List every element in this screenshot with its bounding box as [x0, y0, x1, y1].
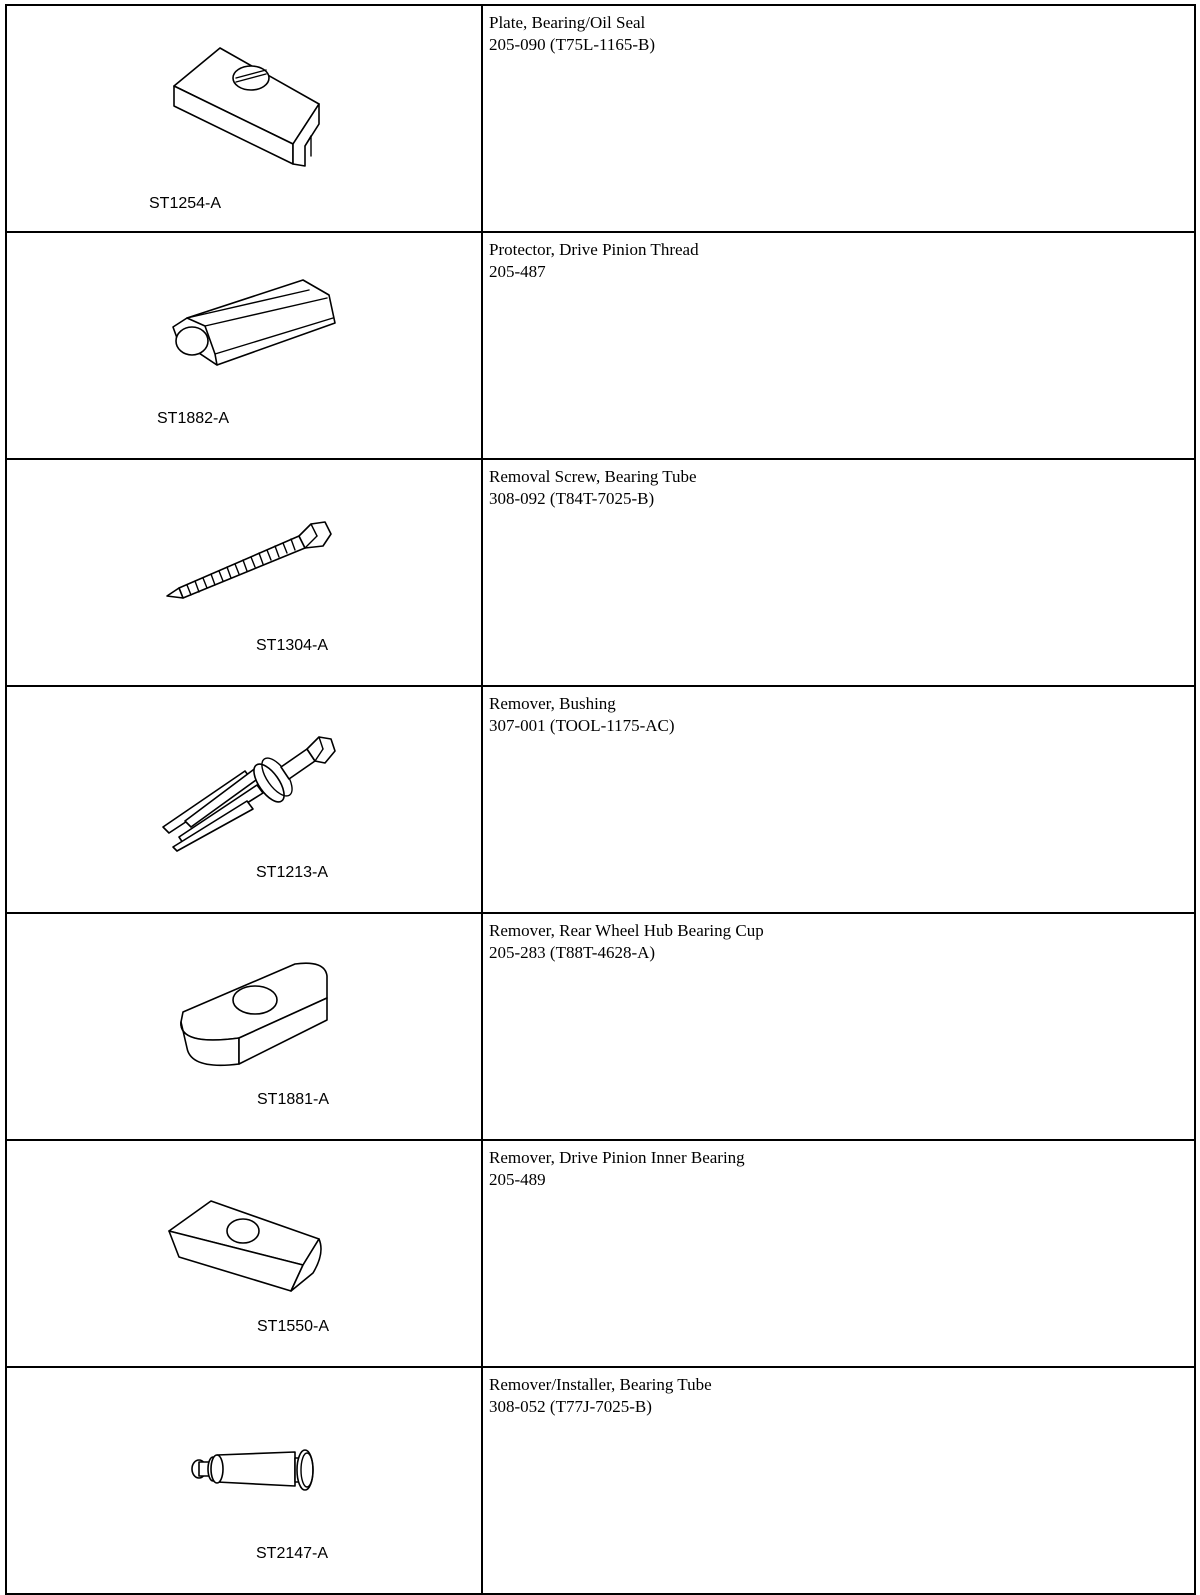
pinion-inner-bearing-remover-icon — [7, 1141, 481, 1360]
tool-part-number: 205-489 — [489, 1170, 546, 1189]
bearing-tube-remover-installer-icon — [7, 1368, 481, 1587]
removal-screw-icon — [7, 460, 481, 679]
tool-illustration-cell — [6, 1140, 482, 1367]
tool-name: Remover, Rear Wheel Hub Bearing Cup — [489, 921, 764, 940]
table-row — [6, 1140, 1195, 1367]
figure-label: ST1213-A — [256, 864, 329, 881]
tool-description-cell — [482, 232, 1195, 459]
tool-name: Remover/Installer, Bearing Tube — [489, 1375, 712, 1394]
tool-name: Plate, Bearing/Oil Seal — [489, 13, 646, 32]
tool-description-cell — [482, 459, 1195, 686]
tool-description-cell — [482, 1367, 1195, 1594]
tool-name: Protector, Drive Pinion Thread — [489, 240, 699, 259]
tool-part-number: 307-001 (TOOL-1175-AC) — [489, 716, 675, 735]
table-row — [6, 1367, 1195, 1594]
bearing-oil-seal-plate-icon — [7, 6, 481, 225]
tool-part-number: 205-283 (T88T-4628-A) — [489, 943, 656, 962]
table-row — [6, 913, 1195, 1140]
hub-bearing-cup-remover-icon — [7, 914, 481, 1133]
tool-illustration-cell — [6, 1367, 482, 1594]
table-row — [6, 5, 1195, 232]
bushing-remover-icon — [7, 687, 481, 906]
figure-label: ST1254-A — [149, 195, 222, 212]
tool-illustration-cell — [6, 913, 482, 1140]
tool-illustration-cell — [6, 459, 482, 686]
tool-description-cell — [482, 5, 1195, 232]
tool-illustration-cell — [6, 5, 482, 232]
tool-description-cell — [482, 913, 1195, 1140]
drive-pinion-thread-protector-icon — [7, 233, 481, 452]
tool-description-cell — [482, 686, 1195, 913]
special-tools-table — [5, 4, 1196, 1595]
tool-part-number: 308-052 (T77J-7025-B) — [489, 1397, 652, 1416]
figure-label: ST1882-A — [157, 410, 230, 427]
tool-description-cell — [482, 1140, 1195, 1367]
figure-label: ST1304-A — [256, 637, 329, 654]
tool-part-number: 308-092 (T84T-7025-B) — [489, 489, 655, 508]
table-row — [6, 232, 1195, 459]
tool-illustration-cell — [6, 686, 482, 913]
figure-label: ST1881-A — [257, 1091, 330, 1108]
table-row — [6, 459, 1195, 686]
tool-illustration-cell — [6, 232, 482, 459]
table-row — [6, 686, 1195, 913]
tool-part-number: 205-487 — [489, 262, 546, 281]
tool-name: Remover, Bushing — [489, 694, 616, 713]
figure-label: ST2147-A — [256, 1545, 329, 1562]
figure-label: ST1550-A — [257, 1318, 330, 1335]
tool-part-number: 205-090 (T75L-1165-B) — [489, 35, 656, 54]
tool-name: Removal Screw, Bearing Tube — [489, 467, 697, 486]
tool-name: Remover, Drive Pinion Inner Bearing — [489, 1148, 745, 1167]
